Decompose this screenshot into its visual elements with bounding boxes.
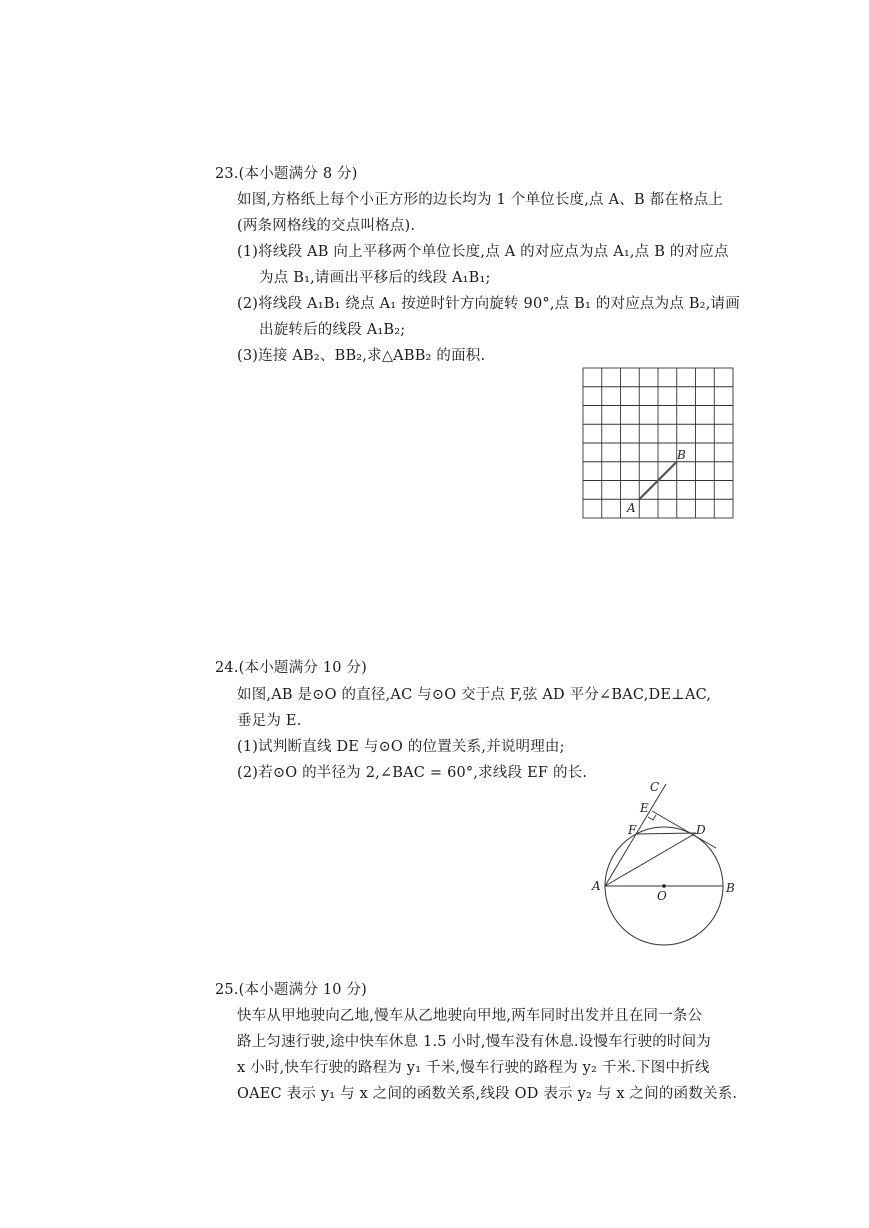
chord-AD — [605, 833, 696, 886]
q24-part2: (2)若⊙O 的半径为 2,∠BAC = 60°,求线段 EF 的长. — [237, 765, 588, 781]
q23-part3: (3)连接 AB₂、BB₂,求△ABB₂ 的面积. — [237, 348, 486, 364]
right-angle-mark — [648, 815, 656, 820]
label-B: B — [726, 881, 735, 895]
q23-part2-line1: (2)将线段 A₁B₁ 绕点 A₁ 按逆时针方向旋转 90°,点 B₁ 的对应点为点 B₂,请画 — [237, 296, 740, 312]
line-ED — [652, 811, 716, 848]
q24-circle-figure — [588, 776, 748, 950]
q25-heading: 25.(本小题满分 10 分) — [215, 982, 368, 998]
grid-lines — [583, 368, 733, 518]
q23-intro-line2: (两条网格线的交点叫格点). — [237, 218, 416, 234]
q24-part1: (1)试判断直线 DE 与⊙O 的位置关系,并说明理由; — [237, 739, 565, 755]
q23-part1-line2: 为点 B₁,请画出平移后的线段 A₁B₁; — [259, 270, 491, 286]
q24-intro-line1: 如图,AB 是⊙O 的直径,AC 与⊙O 交于点 F,弦 AD 平分∠BAC,DE⊥AC, — [237, 687, 712, 703]
q25-line2: 路上匀速行驶,途中快车休息 1.5 小时,慢车没有休息.设慢车行驶的时间为 — [237, 1034, 712, 1050]
center-dot — [662, 884, 666, 888]
label-A: A — [627, 501, 636, 515]
label-D: D — [696, 823, 706, 837]
label-C: C — [650, 780, 660, 794]
q25-line3: x 小时,快车行驶的路程为 y₁ 千米,慢车行驶的路程为 y₂ 千米.下图中折线 — [237, 1060, 710, 1076]
label-F: F — [628, 823, 637, 837]
label-B: B — [677, 448, 686, 462]
segment-FD — [636, 833, 696, 834]
label-O: O — [657, 889, 667, 903]
label-E: E — [640, 801, 649, 815]
q25-line4: OAEC 表示 y₁ 与 x 之间的函数关系,线段 OD 表示 y₂ 与 x 之间的函数关系. — [237, 1086, 738, 1102]
q23-grid-figure — [575, 362, 743, 524]
q24-heading: 24.(本小题满分 10 分) — [215, 660, 368, 676]
q24-intro-line2: 垂足为 E. — [237, 713, 302, 729]
label-A: A — [592, 879, 601, 893]
q23-part2-line2: 出旋转后的线段 A₁B₂; — [259, 322, 406, 338]
q23-heading: 23.(本小题满分 8 分) — [215, 166, 358, 182]
q25-line1: 快车从甲地驶向乙地,慢车从乙地驶向甲地,两车同时出发并且在同一条公 — [237, 1008, 703, 1024]
q23-intro-line1: 如图,方格纸上每个小正方形的边长均为 1 个单位长度,点 A、B 都在格点上 — [237, 192, 724, 208]
q23-part1-line1: (1)将线段 AB 向上平移两个单位长度,点 A 的对应点为点 A₁,点 B 的对应点 — [237, 244, 729, 260]
